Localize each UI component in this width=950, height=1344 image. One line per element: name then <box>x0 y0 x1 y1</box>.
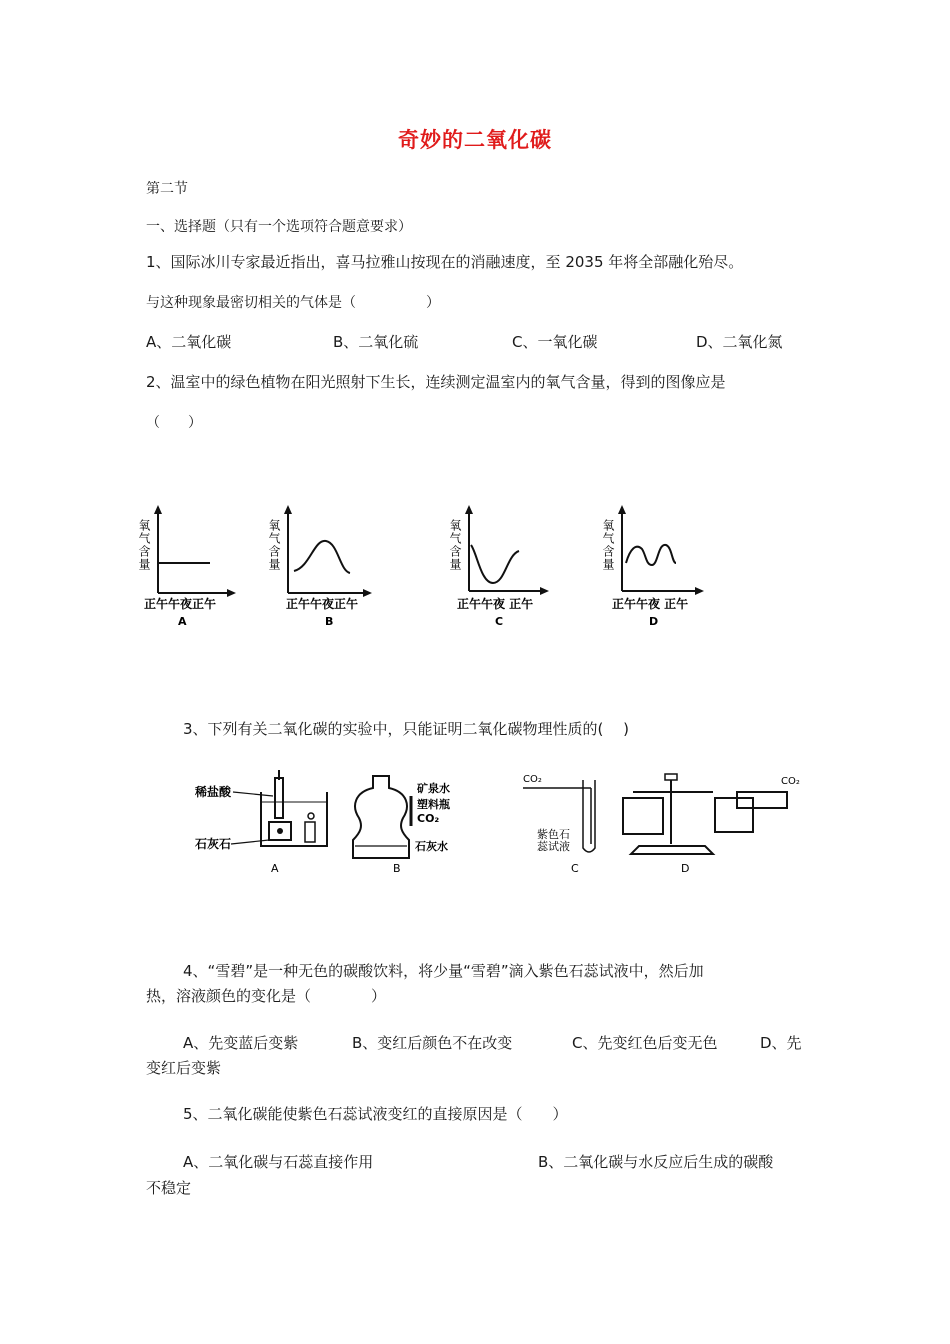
q1-stem-line1: 1、国际冰川专家最近指出，喜马拉雅山按现在的消融速度，至 2035 年将全部融化殆尽。 <box>146 253 744 271</box>
apparatus-d <box>623 774 800 875</box>
q1-stem-line2: 与这种现象最密切相关的气体是（ ） <box>146 295 440 311</box>
apparatus-b <box>353 776 450 875</box>
q1-option-c: C、一氧化碳 <box>512 333 598 351</box>
apparatus-c-co2-label: CO₂ <box>523 774 542 785</box>
q4-option-c: C、先变红色后变无色 <box>572 1034 718 1052</box>
graph-d-curve <box>626 545 676 565</box>
apparatus-b-lime-label: 石灰水 <box>415 840 448 853</box>
graph-b-label: B <box>325 615 334 628</box>
graph-a-xlabel: 正午午夜正午 <box>144 597 217 611</box>
q4-option-d-cont: 变红后变紫 <box>146 1059 222 1077</box>
page-title: 奇妙的二氧化碳 <box>398 128 552 152</box>
graph-d-ylabel: 氧气含量 <box>601 519 615 571</box>
q4-stem-line2: 热，溶液颜色的变化是（ ） <box>146 987 387 1005</box>
graph-c-label: C <box>495 615 504 628</box>
q5-option-b-cont: 不稳定 <box>146 1179 192 1197</box>
q4-option-b: B、变红后颜色不在改变 <box>352 1034 513 1052</box>
section-heading: 第二节 <box>146 181 188 197</box>
apparatus-b-co2-label: CO₂ <box>417 812 440 825</box>
apparatus-a-acid-label: 稀盐酸 <box>195 785 232 799</box>
graph-b-curve <box>294 541 350 573</box>
q4-stem-line1: 4、“雪碧”是一种无色的碳酸饮料，将少量“雪碧”滴入紫色石蕊试液中，然后加 <box>183 962 704 980</box>
graph-b-xlabel: 正午午夜正午 <box>286 597 359 611</box>
q3-stem: 3、下列有关二氧化碳的实验中，只能证明二氧化碳物理性质的( ) <box>183 720 630 738</box>
apparatus-c-litmus-label-1: 紫色石 <box>537 828 570 841</box>
graph-a-label: A <box>178 615 187 628</box>
part-heading: 一、选择题（只有一个选项符合题意要求） <box>146 219 412 235</box>
apparatus-b-bottle-label-1: 矿泉水 <box>417 782 450 795</box>
q2-graphs <box>137 505 740 634</box>
apparatus-d-label: D <box>681 862 690 875</box>
graph-b-ylabel: 氧气含量 <box>267 519 281 571</box>
apparatus-b-bottle-label-2: 塑料瓶 <box>417 798 450 811</box>
q1-option-a: A、二氧化碳 <box>146 333 232 351</box>
graph-a-ylabel: 氧气含量 <box>137 519 151 571</box>
apparatus-a <box>194 770 327 875</box>
graph-c-xlabel: 正午午夜 正午 <box>457 597 534 611</box>
graph-c-ylabel: 氧气含量 <box>448 519 462 571</box>
q1-option-b: B、二氧化硫 <box>333 333 419 351</box>
q2-stem-line2: （ ） <box>146 415 202 431</box>
apparatus-a-label: A <box>271 862 279 875</box>
q3-apparatus <box>193 768 800 882</box>
graph-d-xlabel: 正午午夜 正午 <box>612 597 689 611</box>
apparatus-b-label: B <box>393 862 401 875</box>
graph-b <box>267 505 372 628</box>
apparatus-d-co2-label: CO₂ <box>781 776 800 787</box>
q5-option-a: A、二氧化碳与石蕊直接作用 <box>183 1153 374 1171</box>
q5-option-b: B、二氧化碳与水反应后生成的碳酸 <box>538 1153 774 1171</box>
q4-option-a: A、先变蓝后变紫 <box>183 1034 299 1052</box>
graph-a <box>137 505 236 628</box>
q4-option-d: D、先 <box>760 1034 802 1052</box>
graph-c <box>448 505 549 628</box>
graph-c-curve <box>471 545 519 583</box>
graph-d <box>601 505 704 628</box>
apparatus-c-litmus-label-2: 蕊试液 <box>537 840 570 853</box>
graph-d-label: D <box>649 615 659 628</box>
apparatus-a-stone-label: 石灰石 <box>195 837 232 851</box>
apparatus-c <box>523 774 595 875</box>
q1-option-d: D、二氧化氮 <box>696 333 783 351</box>
q2-stem-line1: 2、温室中的绿色植物在阳光照射下生长，连续测定温室内的氧气含量，得到的图像应是 <box>146 373 726 391</box>
apparatus-c-label: C <box>571 862 579 875</box>
q5-stem: 5、二氧化碳能使紫色石蕊试液变红的直接原因是（ ） <box>183 1105 568 1123</box>
